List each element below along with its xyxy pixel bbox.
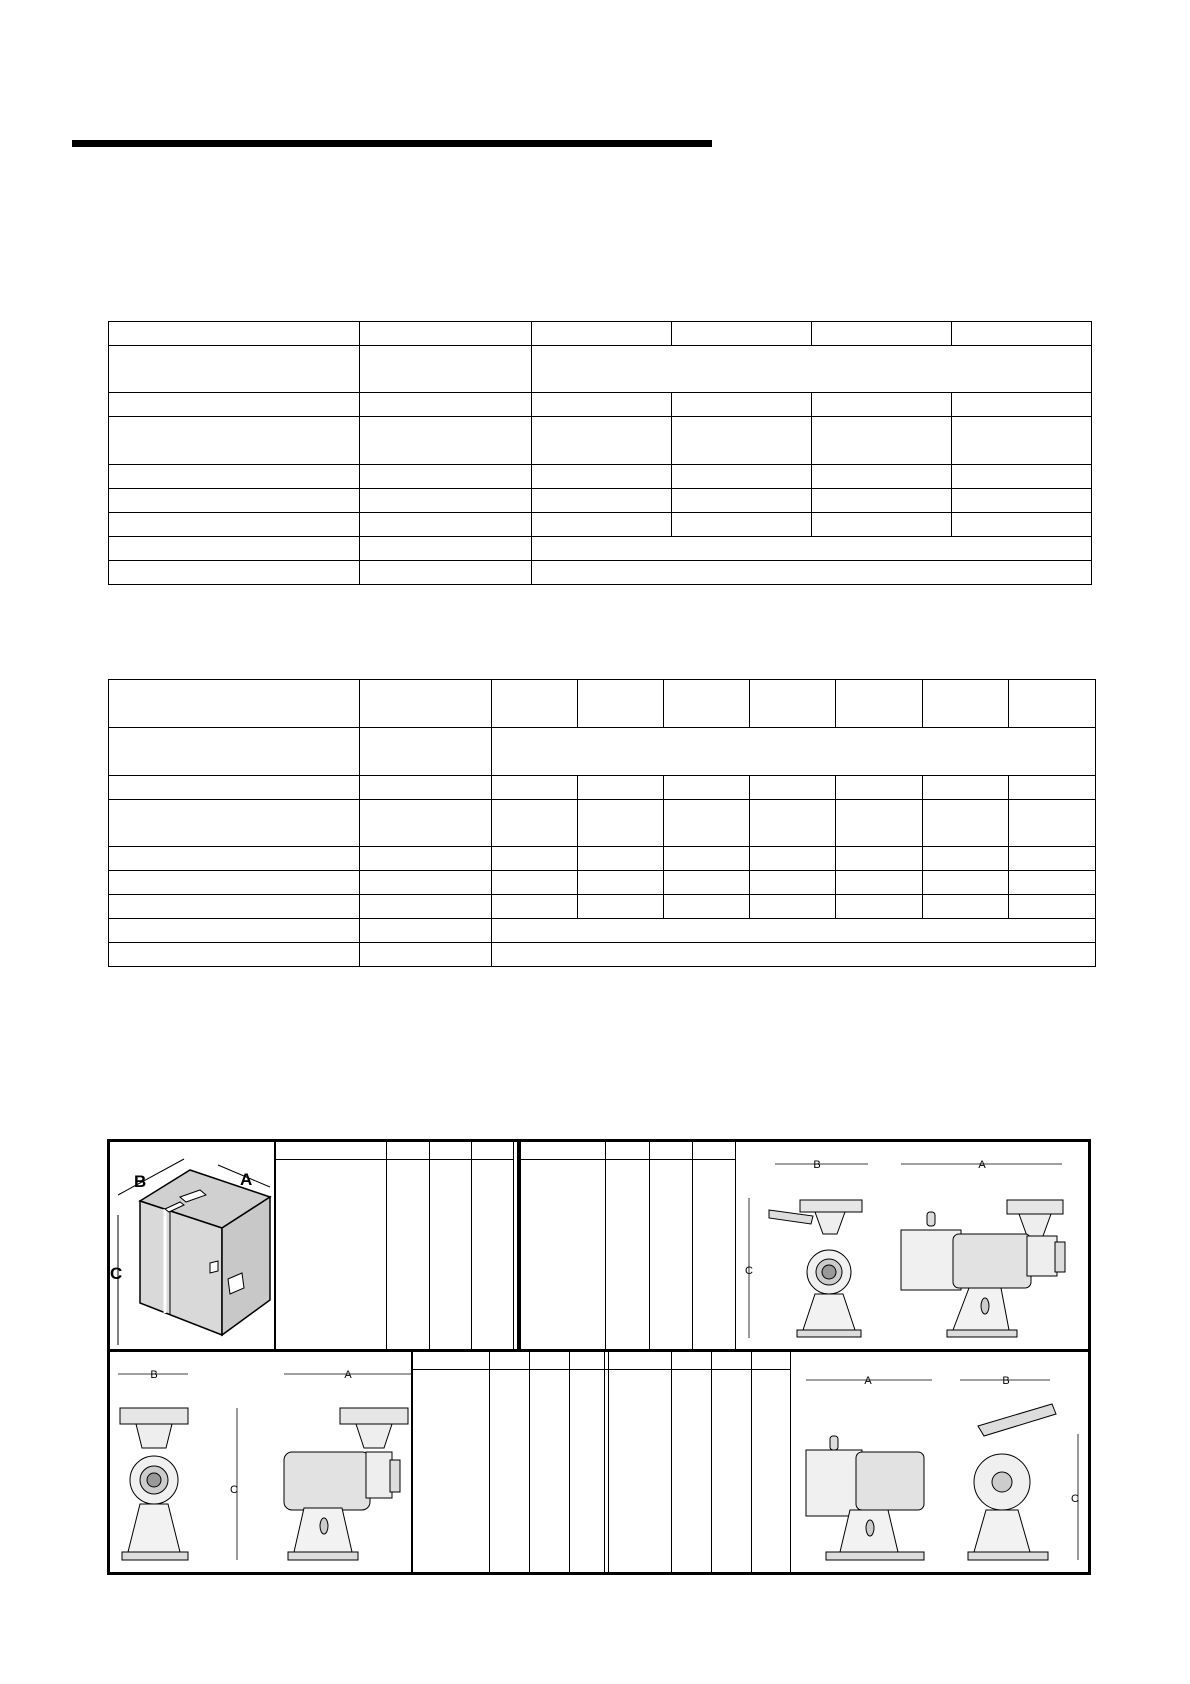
package-box-figure: [110, 1145, 275, 1345]
table-row: [109, 800, 1096, 847]
table-row: [413, 1369, 609, 1575]
spec-table-2: [108, 679, 1096, 967]
table-row: [109, 322, 1092, 346]
mincer-drawing-bottom-right-front: [956, 1374, 1086, 1566]
mincer-drawing-bottom-side: [278, 1368, 418, 1568]
dim-label-b: B: [813, 1159, 821, 1171]
table-row: [521, 1142, 736, 1159]
table-row: [521, 1159, 736, 1349]
table-row: [109, 871, 1096, 895]
table-row: [109, 943, 1096, 967]
mincer-drawing-bottom-right-side: [800, 1374, 940, 1566]
dim-label-b: B: [1002, 1375, 1010, 1387]
dims-table-top-left: [275, 1142, 514, 1349]
table-row: [276, 1159, 514, 1349]
table-row: [413, 1352, 609, 1369]
dim-label-a: A: [240, 1170, 253, 1189]
table-row: [109, 895, 1096, 919]
dims-table-bottom-right: [604, 1352, 791, 1575]
table-row: [605, 1352, 791, 1369]
table-row: [109, 489, 1092, 513]
dims-table-bottom-left: [412, 1352, 609, 1575]
dim-label-b: B: [134, 1172, 147, 1191]
dim-label-c: C: [110, 1264, 123, 1283]
dim-label-c: C: [1071, 1493, 1079, 1505]
table-row: [109, 537, 1092, 561]
table-row: [109, 776, 1096, 800]
spec-table-1: [108, 321, 1092, 585]
table-row: [605, 1369, 791, 1575]
table-row: [109, 919, 1096, 943]
dim-label-c: C: [230, 1484, 238, 1496]
dim-label-a: A: [978, 1159, 986, 1171]
table-row: [109, 346, 1092, 393]
dim-label-a: A: [864, 1375, 872, 1387]
table-row: [109, 561, 1092, 585]
mincer-drawing-top-side: [897, 1158, 1072, 1344]
dim-label-c: C: [745, 1265, 753, 1277]
table-row: [109, 728, 1096, 776]
table-row: [276, 1142, 514, 1159]
mincer-drawing-top-front: [745, 1158, 865, 1344]
mincer-drawing-bottom-front: [112, 1368, 247, 1568]
table-row: [109, 513, 1092, 537]
table-row: [109, 465, 1092, 489]
table-row: [109, 417, 1092, 465]
dims-table-top-right: [520, 1142, 736, 1349]
title-rule: [72, 140, 712, 147]
dim-label-b: B: [150, 1369, 158, 1381]
table-row: [109, 847, 1096, 871]
table-row: [109, 680, 1096, 728]
table-row: [109, 393, 1092, 417]
dim-label-a: A: [344, 1369, 352, 1381]
